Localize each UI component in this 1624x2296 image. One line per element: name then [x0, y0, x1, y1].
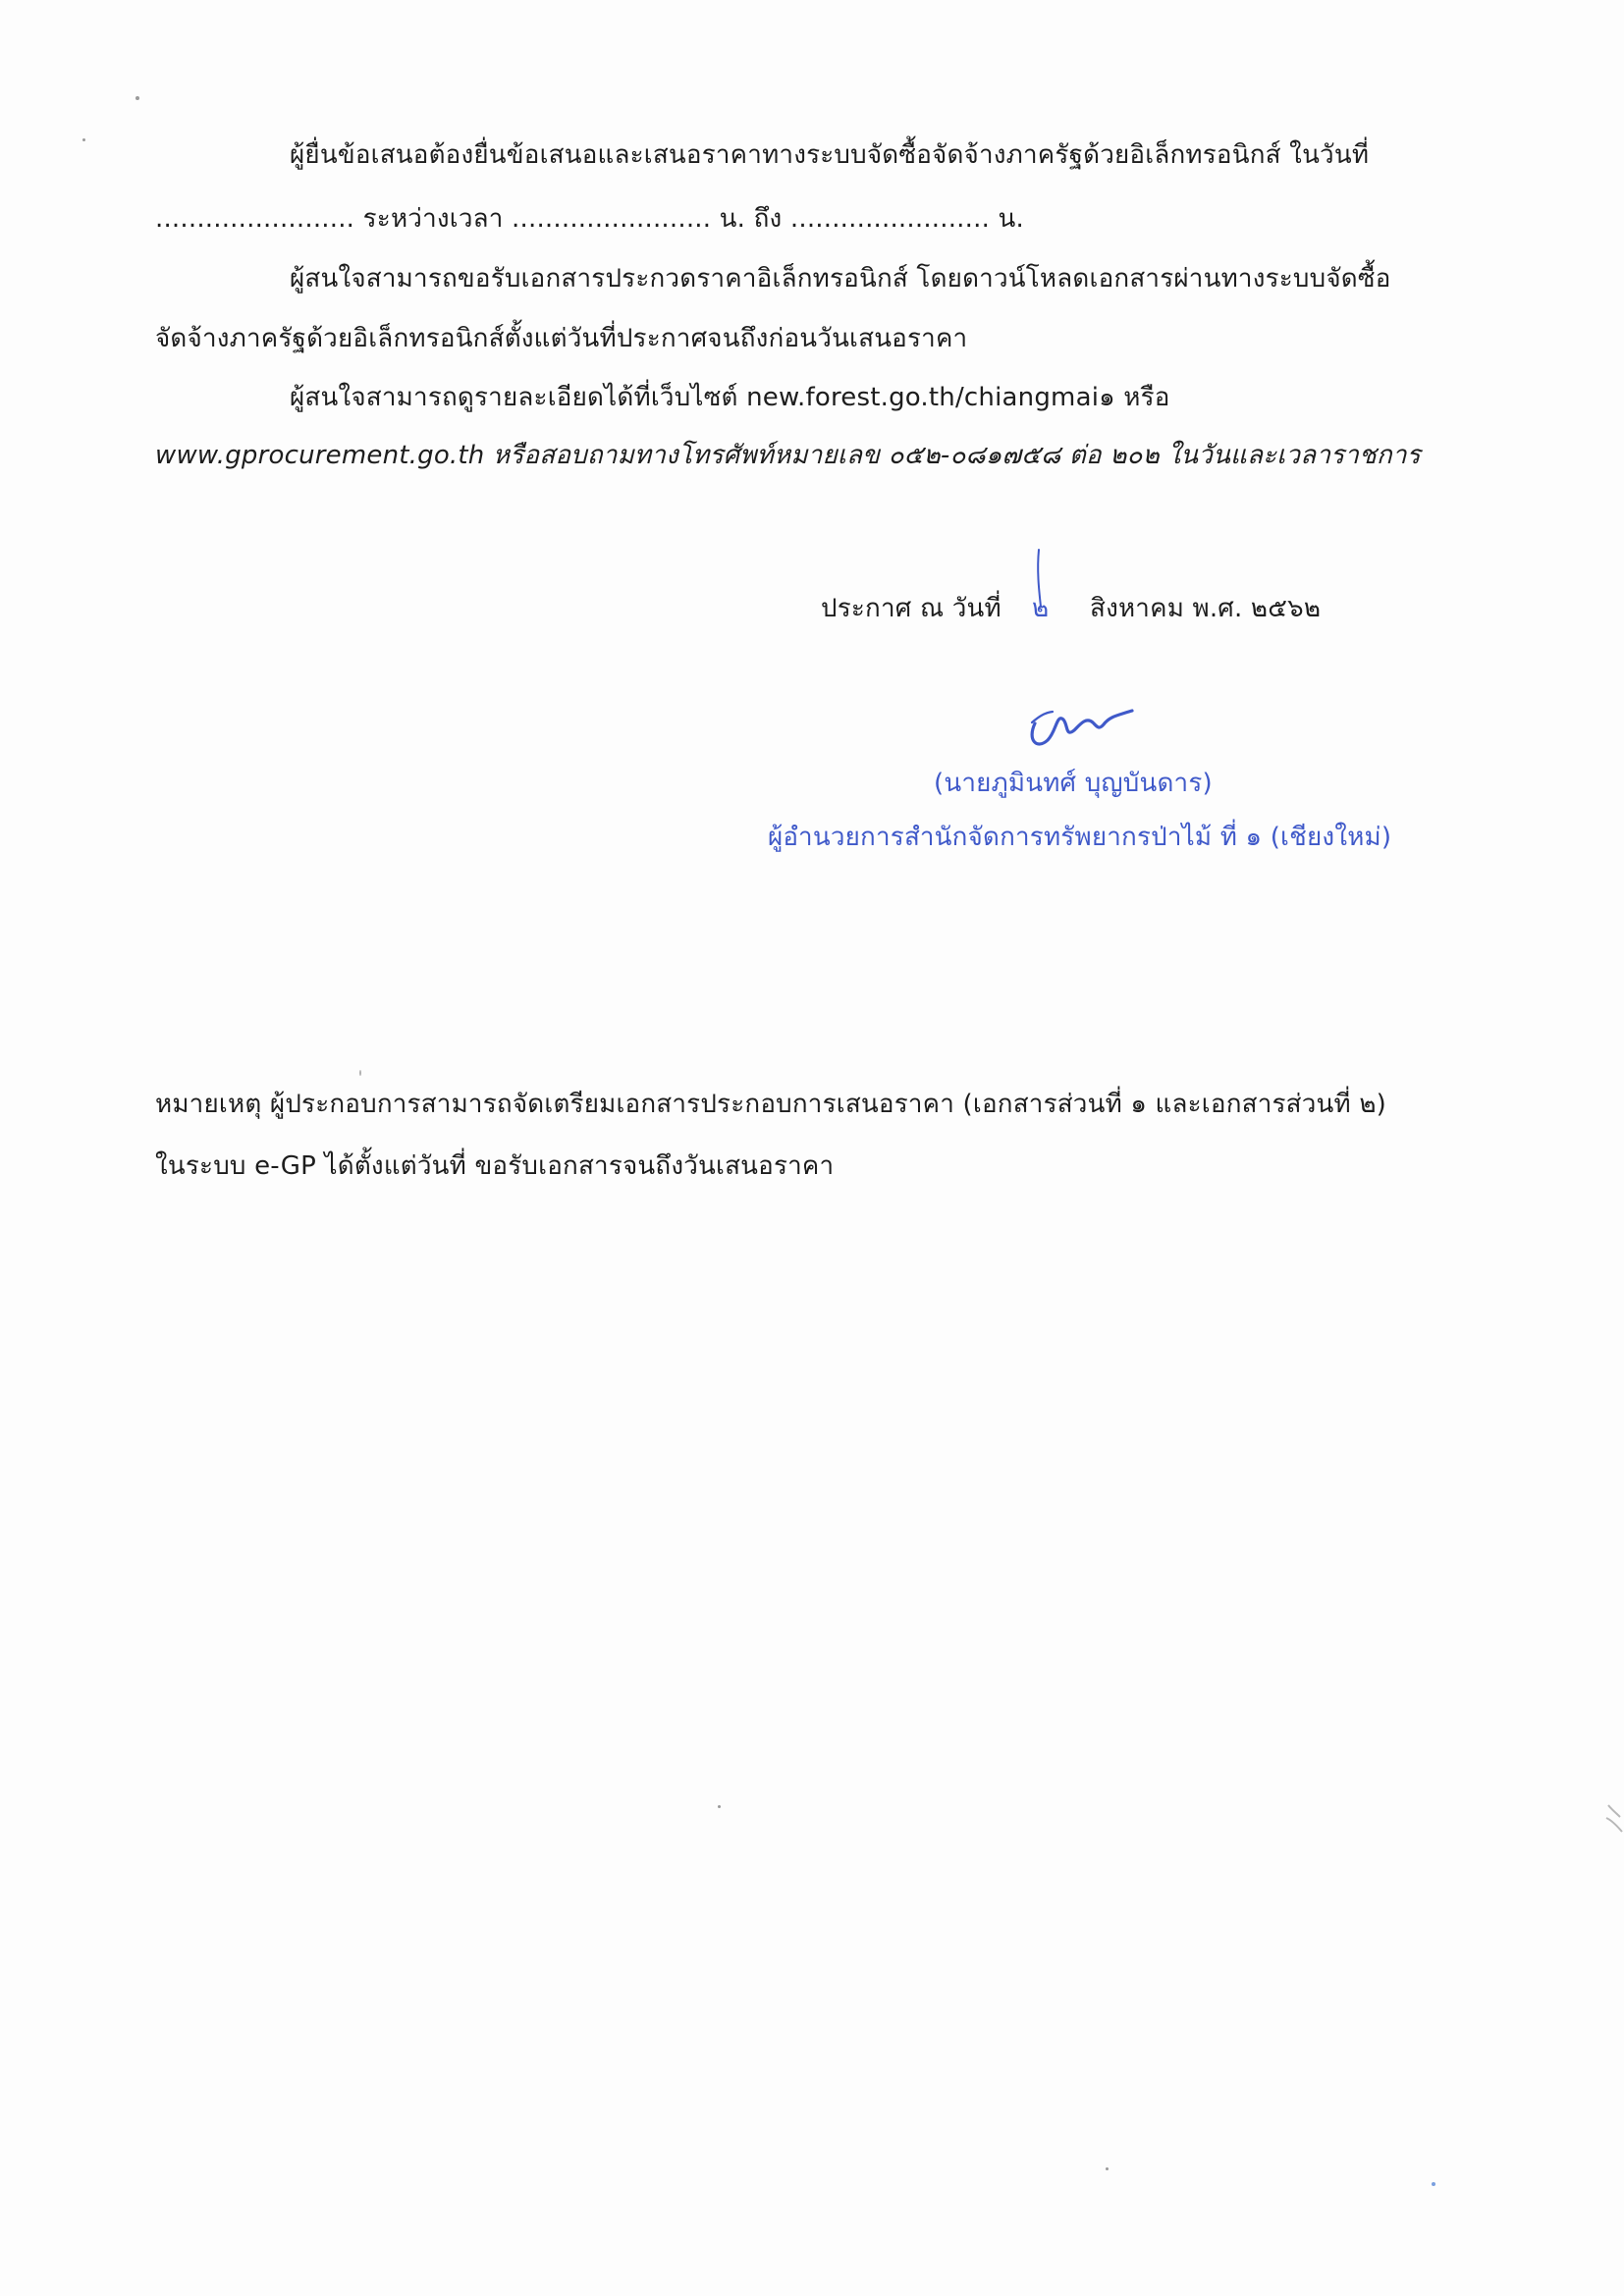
signature-image: [1017, 693, 1147, 752]
paragraph-2-line-1: ผู้สนใจสามารถขอรับเอกสารประกวดราคาอิเล็กทรอนิกส์ โดยดาวน์โหลดเอกสารผ่านทางระบบจัดซื้อ: [290, 264, 1391, 294]
note-line-1: หมายเหตุ ผู้ประกอบการสามารถจัดเตรียมเอกสารประกอบการเสนอราคา (เอกสารส่วนที่ ๑ และเอกสารส่วนที่ ๒): [155, 1090, 1387, 1119]
paragraph-3-line-2: www.gprocurement.go.th หรือสอบถามทางโทรศัพท์หมายเลข ๐๕๒-๐๘๑๗๕๘ ต่อ ๒๐๒ ในวันและเวลาราชการ: [155, 441, 1421, 470]
announcement-date-suffix: สิงหาคม พ.ศ. ๒๕๖๒: [1090, 594, 1322, 623]
signer-title: ผู้อำนวยการสำนักจัดการทรัพยากรป่าไม้ ที่ ๑ (เชียงใหม่): [768, 823, 1392, 852]
scan-speck: [1432, 2182, 1435, 2186]
paragraph-1-line-2: ........................ ระหว่างเวลา ........................ น. ถึง ........................ น.: [155, 204, 1024, 234]
scan-speck: [1106, 2167, 1109, 2170]
paragraph-3-line-1: ผู้สนใจสามารถดูรายละเอียดได้ที่เว็บไซต์ new.forest.go.th/chiangmai๑ หรือ: [290, 383, 1170, 412]
scan-edge-noise: [1602, 1802, 1624, 1842]
paragraph-2-line-2: จัดจ้างภาครัฐด้วยอิเล็กทรอนิกส์ตั้งแต่วันที่ประกาศจนถึงก่อนวันเสนอราคา: [155, 324, 968, 353]
note-line-2: ในระบบ e-GP ได้ตั้งแต่วันที่ ขอรับเอกสารจนถึงวันเสนอราคา: [155, 1151, 835, 1181]
scan-speck: [82, 138, 85, 141]
announcement-date-prefix: ประกาศ ณ วันที่: [821, 594, 1001, 623]
handwritten-date-stroke: [1031, 546, 1060, 638]
scan-speck: [135, 96, 139, 100]
signer-name: (นายภูมินทศ์ บุญบันดาร): [934, 769, 1213, 798]
paragraph-1-line-1: ผู้ยื่นข้อเสนอต้องยื่นข้อเสนอและเสนอราคาทางระบบจัดซื้อจัดจ้างภาครัฐด้วยอิเล็กทรอนิกส์ ในวันที่: [290, 140, 1370, 170]
scan-speck: [359, 1070, 361, 1076]
announcement-day-handwritten: ๒: [1032, 594, 1050, 623]
scan-speck: [718, 1805, 721, 1808]
